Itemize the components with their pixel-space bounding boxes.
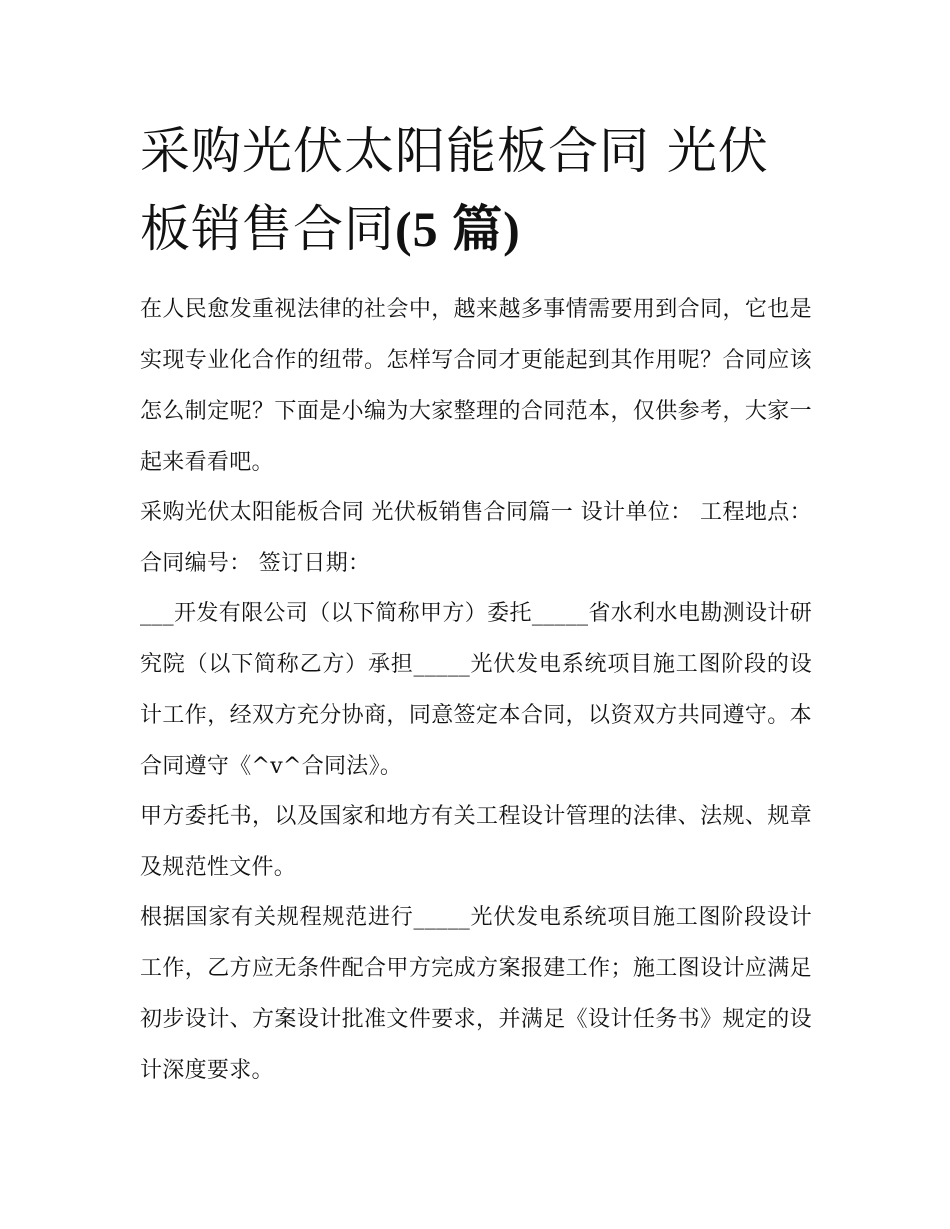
document-title: [140, 112, 812, 268]
document-body: [140, 284, 812, 1096]
title-count: (5 篇): [395, 201, 521, 257]
document-page: [140, 112, 812, 1095]
paragraph-intro: 在人民愈发重视法律的社会中，越来越多事情需要用到合同，它也是实现专业化合作的纽带。怎样写合同才更能起到其作用呢？合同应该怎么制定呢？下面是小编为大家整理的合同范本，仅供参考，大家一起来看看吧。: [140, 297, 812, 475]
paragraph-basis: 甲方委托书，以及国家和地方有关工程设计管理的法律、法规、规章及规范性文件。: [140, 804, 812, 880]
title-main: 采购光伏太阳能板合同 光伏板销售合同: [140, 122, 769, 258]
paragraph-parties: ___开发有限公司（以下简称甲方）委托_____省水利水电勘测设计研究院（以下简称乙方）承担_____光伏发电系统项目施工图阶段的设计工作，经双方充分协商，同意签定本合同，以资双方共同遵守。本合同遵守《^v^合同法》。: [140, 601, 812, 779]
paragraph-scope: 根据国家有关规程规范进行_____光伏发电系统项目施工图阶段设计工作，乙方应无条件配合甲方完成方案报建工作；施工图设计应满足初步设计、方案设计批准文件要求，并满足《设计任务书》规定的设计深度要求。: [140, 905, 812, 1083]
paragraph-contract-header: 采购光伏太阳能板合同 光伏板销售合同篇一 设计单位： 工程地点： 合同编号： 签订日期：: [140, 500, 812, 576]
